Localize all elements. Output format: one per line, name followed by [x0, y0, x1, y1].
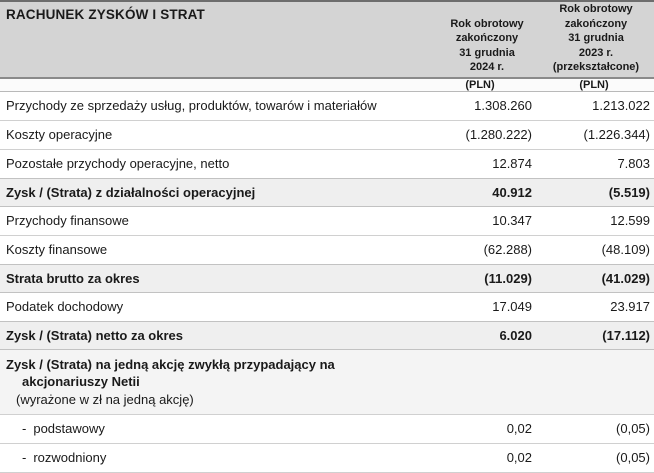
eps-heading-text	[0, 350, 428, 414]
column-header-2024-line-1: Rok obrotowy	[450, 17, 524, 30]
row-value-2024: 40.912	[492, 184, 532, 200]
row-label	[0, 421, 428, 437]
eps-heading-spacer-2023	[538, 350, 654, 414]
row-value-2023: 7.803	[617, 156, 650, 172]
table-row-total	[0, 321, 654, 350]
currency-unit-2024: (PLN)	[465, 78, 495, 91]
row-value-2024: (62.288)	[483, 242, 532, 258]
row-value-2024: 0,02	[506, 449, 532, 465]
row-label: Zysk / (Strata) netto za okres	[6, 327, 183, 343]
row-value-2024: 0,02	[506, 420, 532, 436]
eps-heading-line-3: (wyrażone w zł na jedną akcję)	[16, 391, 194, 407]
table-row-eps-diluted	[0, 444, 654, 473]
column-header-2024-line-3: 31 grudnia	[459, 46, 515, 59]
row-label: Pozostałe przychody operacyjne, netto	[6, 156, 230, 172]
row-label: Strata brutto za okres	[6, 270, 140, 286]
row-label-text: rozwodniony	[33, 449, 107, 465]
row-value-2023: (41.029)	[601, 270, 650, 286]
row-value-2024: 12.874	[492, 156, 532, 172]
column-header-2023	[542, 2, 654, 77]
row-value-2024: 17.049	[492, 299, 532, 315]
row-value-2023: 1.213.022	[592, 98, 650, 114]
column-header-2023-line-1: Rok obrotowy	[559, 3, 633, 15]
eps-heading-line-1: Zysk / (Strata) na jedną akcję zwykłą przypadający na	[6, 357, 335, 373]
row-label: Podatek dochodowy	[6, 299, 124, 315]
table-body	[0, 92, 654, 473]
row-value-2024: (1.280.222)	[465, 127, 532, 143]
table-title-cell	[0, 2, 438, 77]
row-value-2024: (11.029)	[484, 270, 532, 286]
bullet-dash: -	[22, 420, 27, 436]
row-value-2024: 6.020	[499, 327, 532, 343]
row-label-text: podstawowy	[33, 420, 105, 436]
row-value-2023: (0,05)	[616, 449, 650, 465]
row-value-2023: (0,05)	[616, 420, 650, 436]
table-row-total	[0, 178, 654, 207]
table-row-eps-basic	[0, 415, 654, 444]
row-value-2023: (17.112)	[602, 327, 650, 343]
row-label: Koszty operacyjne	[6, 127, 113, 143]
column-header-2023-line-4: 2023 r.	[578, 46, 614, 59]
column-header-2023-line-3: 31 grudnia	[568, 32, 624, 45]
table-row-total	[0, 264, 654, 293]
row-label: Przychody ze sprzedaży usług, produktów, towarów i materiałów	[6, 98, 377, 114]
table-row	[0, 121, 654, 150]
row-value-2023: (48.109)	[601, 242, 650, 258]
table-row	[0, 150, 654, 179]
row-label: Koszty finansowe	[6, 242, 108, 258]
table-row	[0, 92, 654, 121]
table-row	[0, 236, 654, 265]
page-title: RACHUNEK ZYSKÓW I STRAT	[6, 7, 205, 22]
table-row	[0, 207, 654, 236]
row-value-2023: (1.226.344)	[583, 127, 650, 143]
bullet-dash: -	[22, 449, 27, 465]
table-row	[0, 293, 654, 322]
column-header-2023-line-5: (przekształcone)	[552, 61, 640, 74]
column-header-2024-line-2: zakończony	[455, 32, 519, 45]
row-value-2024: 1.308.260	[474, 98, 532, 114]
currency-unit-2023: (PLN)	[579, 78, 609, 91]
column-header-2024	[438, 2, 542, 77]
row-value-2023: 12.599	[610, 213, 650, 229]
row-value-2023: 23.917	[610, 299, 650, 315]
eps-section-heading	[0, 350, 654, 415]
row-label: Przychody finansowe	[6, 213, 129, 229]
row-label	[0, 450, 428, 466]
row-value-2024: 10.347	[492, 213, 532, 229]
table-header-band	[0, 0, 654, 79]
eps-heading-spacer-2024	[428, 350, 538, 414]
column-header-2024-line-4: 2024 r.	[469, 61, 505, 74]
currency-units-row	[0, 79, 654, 93]
eps-heading-line-2: akcjonariuszy Netii	[22, 374, 140, 390]
row-value-2023: (5.519)	[608, 184, 650, 200]
row-label: Zysk / (Strata) z działalności operacyjnej	[6, 184, 256, 200]
column-header-2023-line-2: zakończony	[564, 17, 628, 30]
